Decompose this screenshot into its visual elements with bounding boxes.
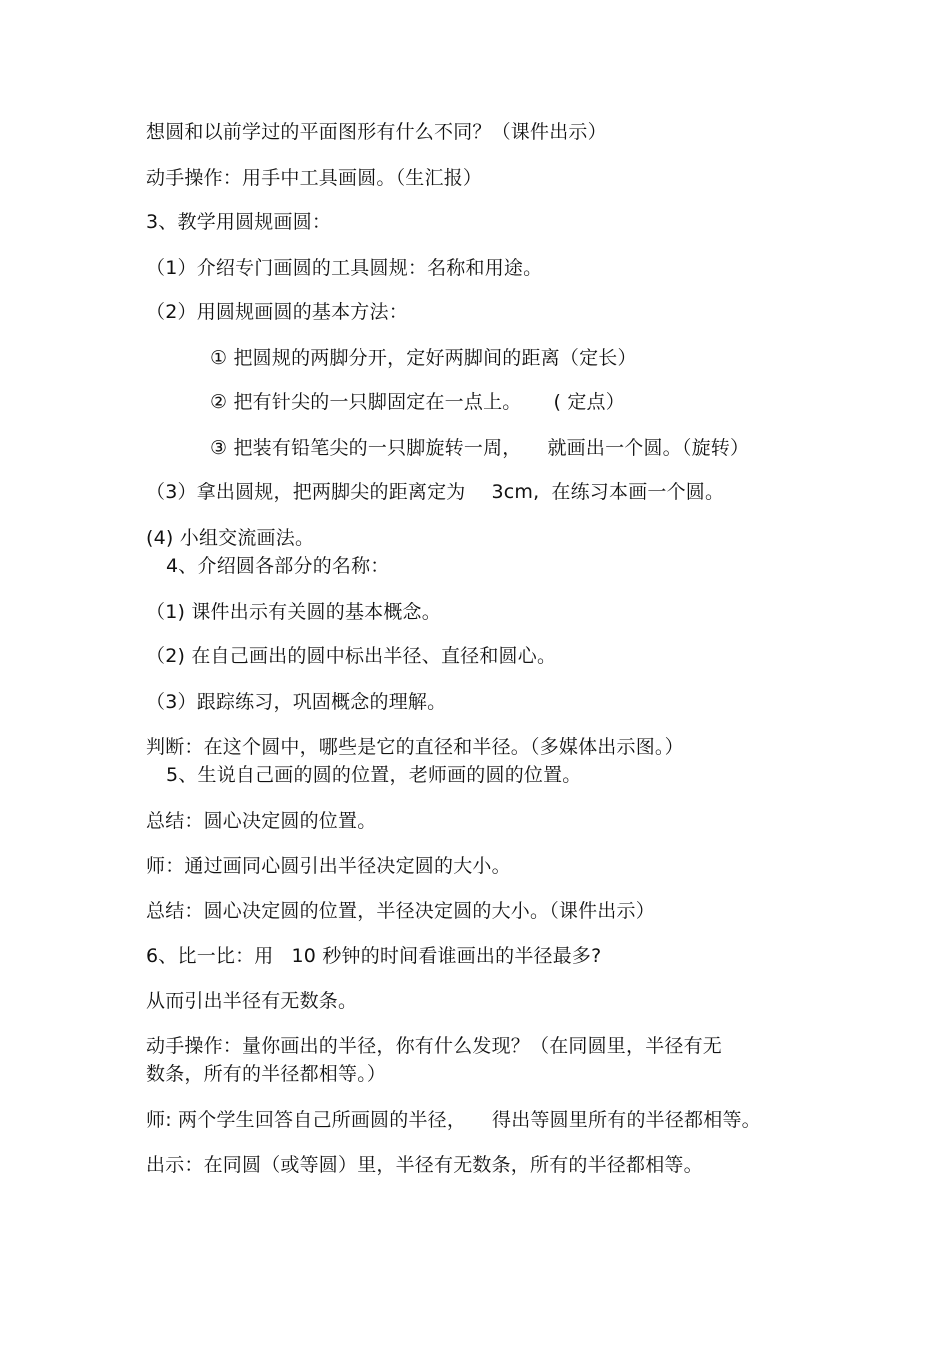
text-line-6-3: 数条，所有的半径都相等。） xyxy=(146,1063,387,1085)
text-line-4-1: （1) 课件出示有关圆的基本概念。 xyxy=(146,601,441,623)
section-heading-6 xyxy=(146,944,601,968)
conclusion-line: 出示：在同圆（或等圆）里，半径有无数条，所有的半径都相等。 xyxy=(146,1154,703,1176)
step-2-text: ② 把有针尖的一只脚固定在一点上。 xyxy=(210,391,522,413)
section-heading-6-part-2: 10 秒钟的时间看谁画出的半径最多? xyxy=(291,945,602,967)
text-line-4-3: （3）跟踪练习，巩固概念的理解。 xyxy=(146,691,447,713)
summary-line-1: 总结：圆心决定圆的位置。 xyxy=(146,810,377,832)
step-1: ① 把圆规的两脚分开，定好两脚间的距离（定长） xyxy=(210,347,637,369)
summary-line-2: 总结：圆心决定圆的位置，半径决定圆的大小。（课件出示） xyxy=(146,900,655,922)
step-2 xyxy=(210,390,625,414)
step-3 xyxy=(210,436,749,460)
section-heading-4: 4、介绍圆各部分的名称： xyxy=(166,555,390,577)
text-line-3-2: （2）用圆规画圆的基本方法： xyxy=(146,301,408,323)
judgement-line: 判断：在这个圆中，哪些是它的直径和半径。（多媒体出示图。） xyxy=(146,736,684,758)
text-line-3-3-part-1: （3）拿出圆规，把两脚尖的距离定为 xyxy=(146,481,466,503)
teacher-line-2 xyxy=(146,1108,761,1132)
text-line-6-1: 从而引出半径有无数条。 xyxy=(146,990,358,1012)
teacher-line-2-part-2: 得出等圆里所有的半径都相等。 xyxy=(492,1109,761,1131)
text-line-1: 想圆和以前学过的平面图形有什么不同？（课件出示） xyxy=(146,121,607,143)
step-3-text: ③ 把装有铅笔尖的一只脚旋转一周， xyxy=(210,437,522,459)
teacher-line-2-part-1: 师: 两个学生回答自己所画圆的半径， xyxy=(146,1109,467,1131)
section-heading-6-part-1: 6、比一比：用 xyxy=(146,945,274,967)
text-line-3-3-part-2: 在练习本画一个圆。 xyxy=(551,481,725,503)
text-line-2: 动手操作：用手中工具画圆。（生汇报） xyxy=(146,167,483,189)
step-3-result: 就画出一个圆。（旋转） xyxy=(547,437,750,459)
text-line-3-1: （1）介绍专门画圆的工具圆规：名称和用途。 xyxy=(146,257,543,279)
teacher-line-1: 师：通过画同心圆引出半径决定圆的大小。 xyxy=(146,855,511,877)
text-line-3-4: (4) 小组交流画法。 xyxy=(146,527,315,549)
section-heading-5: 5、生说自己画的圆的位置，老师画的圆的位置。 xyxy=(166,764,582,786)
text-line-6-2: 动手操作：量你画出的半径，你有什么发现？（在同圆里，半径有无 xyxy=(146,1035,723,1057)
text-line-3-3 xyxy=(146,480,724,504)
measurement-value: 3cm, xyxy=(491,481,540,503)
section-heading-3: 3、教学用圆规画圆： xyxy=(146,211,332,233)
text-line-4-2: （2) 在自己画出的圆中标出半径、直径和圆心。 xyxy=(146,645,557,667)
step-2-note: ( 定点） xyxy=(553,391,625,413)
